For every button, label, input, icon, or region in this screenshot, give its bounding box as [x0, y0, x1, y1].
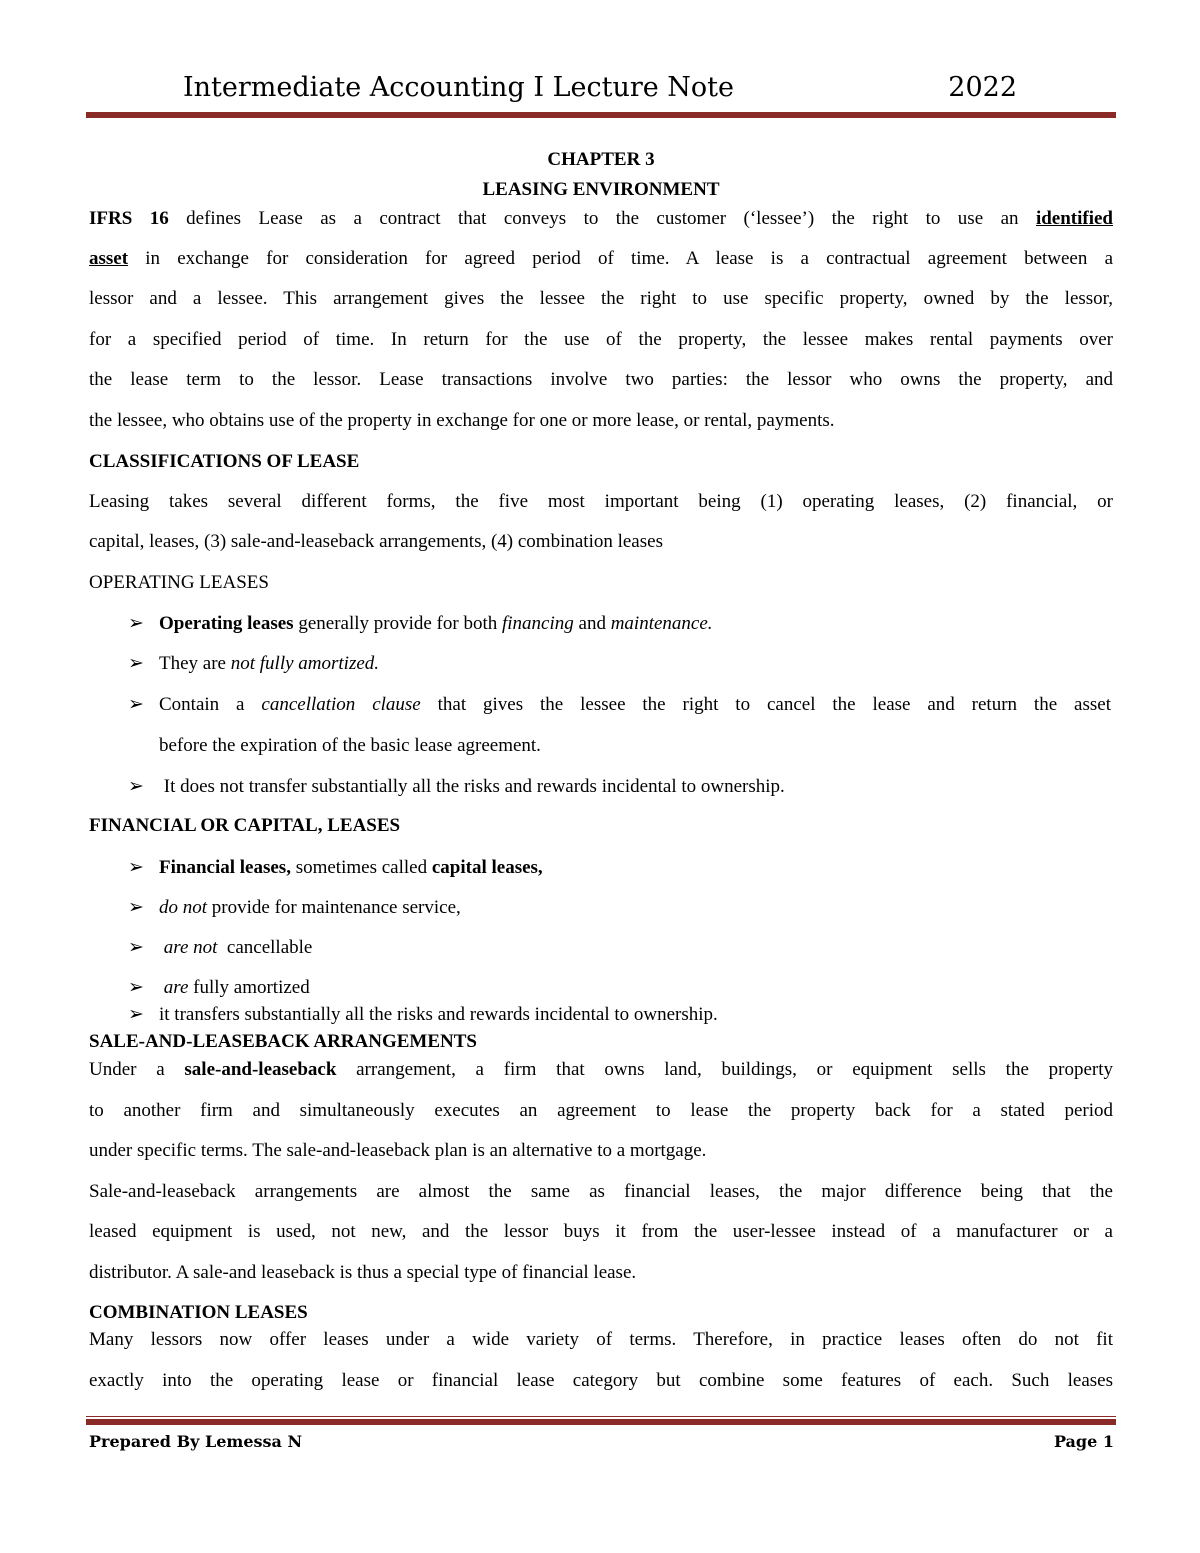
footer-rule: [86, 1419, 1116, 1425]
operating-bullet-3: [128, 693, 159, 717]
page-header: [183, 72, 1017, 112]
saleback-line-2: to another firm and simultaneously executes an agreement to lease the property back for a stated period: [89, 1100, 1113, 1121]
footer-rule-thin: [86, 1416, 1116, 1417]
operating-heading: OPERATING LEASES: [89, 572, 269, 593]
intro-line-1: IFRS 16 defines Lease as a contract that conveys to the customer (‘lessee’) the right to use an identified: [89, 208, 1113, 229]
saleback-line-5: leased equipment is used, not new, and the lessor buys it from the user-lessee instead of a manufacturer or a: [89, 1221, 1113, 1242]
arrow-bullet-icon: ➢: [128, 937, 144, 958]
operating-bullet-3-cont: before the expiration of the basic lease agreement.: [159, 735, 541, 756]
intro-line-6: the lessee, who obtains use of the property in exchange for one or more lease, or rental, payments.: [89, 410, 835, 431]
combination-line-1: Many lessors now offer leases under a wide variety of terms. Therefore, in practice leases often do not fit: [89, 1329, 1113, 1350]
footer-page-number: Page 1: [1053, 1432, 1114, 1451]
ifrs-label: IFRS 16: [89, 208, 169, 229]
intro-line-3: lessor and a lessee. This arrangement gives the lessee the right to use specific property, owned by the lessor,: [89, 288, 1113, 309]
operating-bullet-1: ➢ Operating leases generally provide for both financing and maintenance.: [128, 613, 713, 634]
combination-heading: COMBINATION LEASES: [89, 1302, 308, 1323]
saleback-line-6: distributor. A sale-and leaseback is thus a special type of financial lease.: [89, 1262, 637, 1283]
arrow-bullet-icon: ➢: [128, 694, 144, 715]
classifications-line-2: capital, leases, (3) sale-and-leaseback arrangements, (4) combination leases: [89, 531, 663, 552]
saleback-line-4: Sale-and-leaseback arrangements are almost the same as financial leases, the major difference being that the: [89, 1181, 1113, 1202]
financial-bullet-3: ➢ are not cancellable: [128, 937, 313, 958]
saleback-line-3: under specific terms. The sale-and-leaseback plan is an alternative to a mortgage.: [89, 1140, 707, 1161]
financial-heading: FINANCIAL OR CAPITAL, LEASES: [89, 815, 401, 836]
arrow-bullet-icon: ➢: [128, 653, 144, 674]
arrow-bullet-icon: ➢: [128, 776, 144, 797]
arrow-bullet-icon: ➢: [128, 613, 144, 634]
arrow-bullet-icon: ➢: [128, 897, 144, 918]
saleback-line-1: Under a sale-and-leaseback arrangement, a firm that owns land, buildings, or equipment sells the property: [89, 1059, 1113, 1080]
saleback-heading: SALE-AND-LEASEBACK ARRANGEMENTS: [89, 1031, 477, 1052]
classifications-heading: CLASSIFICATIONS OF LEASE: [89, 451, 360, 472]
financial-bullet-4: ➢ are fully amortized: [128, 977, 310, 998]
header-rule: [86, 112, 1116, 118]
asset-term: asset: [89, 248, 129, 269]
combination-line-2: exactly into the operating lease or financial lease category but combine some features of each. Such leases: [89, 1370, 1113, 1391]
header-year: 2022: [948, 72, 1017, 103]
arrow-bullet-icon: ➢: [128, 1004, 144, 1025]
identified-term: identified: [1035, 208, 1113, 229]
intro-line-5: the lease term to the lessor. Lease transactions involve two parties: the lessor who owns the property, and: [89, 369, 1113, 390]
footer-author: Prepared By Lemessa N: [89, 1432, 303, 1451]
classifications-line-1: Leasing takes several different forms, the five most important being (1) operating leases, (2) financial, or: [89, 491, 1113, 512]
arrow-bullet-icon: ➢: [128, 857, 144, 878]
intro-line-4: for a specified period of time. In return for the use of the property, the lessee makes rental payments over: [89, 329, 1113, 350]
financial-bullet-5: ➢ it transfers substantially all the risks and rewards incidental to ownership.: [128, 1004, 718, 1025]
operating-bullet-2: ➢ They are not fully amortized.: [128, 653, 380, 674]
financial-bullet-1: ➢ Financial leases, sometimes called capital leases,: [128, 857, 543, 878]
arrow-bullet-icon: ➢: [128, 977, 144, 998]
intro-line-2: asset in exchange for consideration for agreed period of time. A lease is a contractual agreement between a: [89, 248, 1113, 269]
financial-bullet-2: ➢ do not provide for maintenance service,: [128, 897, 461, 918]
operating-bullet-4: ➢ It does not transfer substantially all the risks and rewards incidental to ownership.: [128, 776, 785, 797]
operating-bullet-3-text: Contain a cancellation clause that gives the lessee the right to cancel the lease and return the asset: [159, 694, 1111, 715]
header-title: Intermediate Accounting I Lecture Note: [183, 72, 735, 103]
chapter-title: LEASING ENVIRONMENT: [482, 179, 720, 200]
chapter-number: CHAPTER 3: [547, 149, 655, 170]
